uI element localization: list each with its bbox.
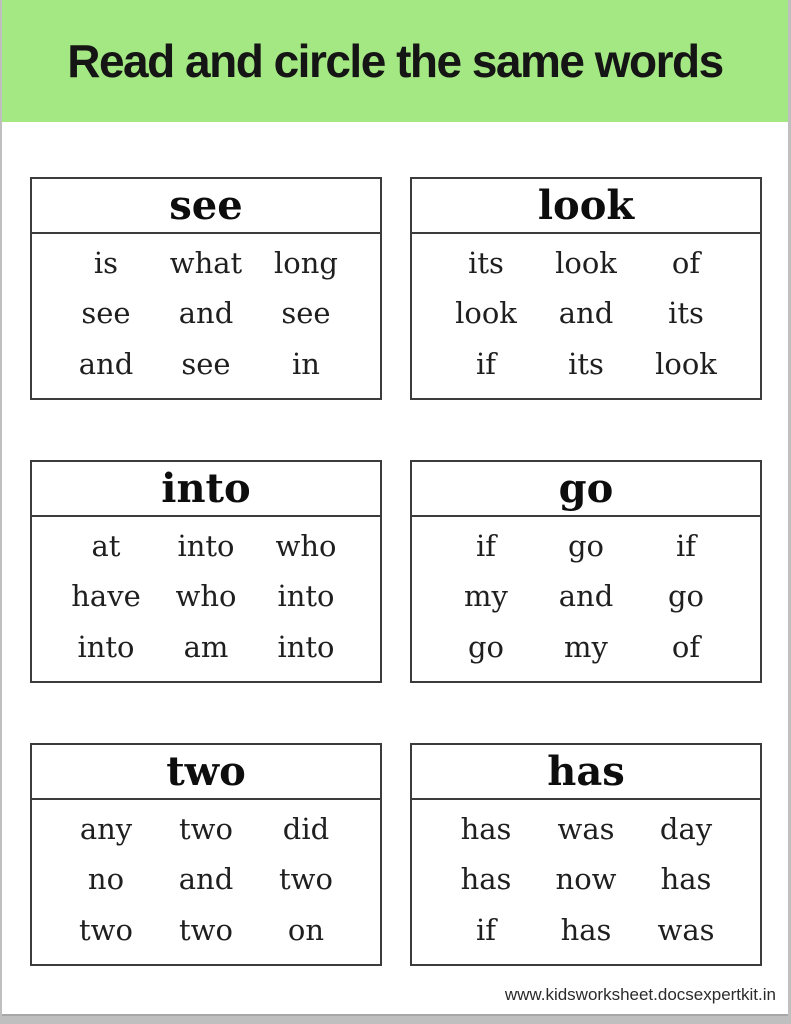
word-cell: have: [71, 579, 141, 614]
word-cell: any: [79, 811, 133, 846]
word-cell: was: [657, 913, 715, 948]
word-cell: if: [475, 347, 496, 382]
word-cell: see: [281, 296, 331, 331]
word-cell: my: [464, 579, 508, 614]
word-cell: if: [475, 913, 496, 948]
target-word-two: two: [32, 745, 380, 800]
word-box-into: [30, 460, 382, 683]
word-grid: [412, 517, 760, 681]
word-cell: no: [87, 862, 125, 897]
word-cell: has: [660, 862, 712, 897]
word-box-has: [410, 743, 762, 966]
target-word-go: go: [412, 462, 760, 517]
word-cell: who: [175, 579, 237, 614]
word-cell: go: [467, 630, 505, 665]
word-cell: did: [282, 811, 330, 846]
word-boxes-grid: [2, 122, 788, 966]
word-box-go: [410, 460, 762, 683]
word-cell: two: [179, 913, 233, 948]
word-cell: long: [274, 245, 338, 280]
word-cell: on: [287, 913, 325, 948]
word-cell: into: [77, 630, 135, 665]
word-grid: [32, 800, 380, 964]
word-cell: was: [557, 811, 615, 846]
word-cell: its: [568, 347, 604, 382]
word-cell: who: [275, 528, 337, 563]
word-box-two: [30, 743, 382, 966]
word-cell: see: [181, 347, 231, 382]
target-word-look: look: [412, 179, 760, 234]
word-cell: if: [475, 528, 496, 563]
word-cell: now: [555, 862, 617, 897]
target-word-see: see: [32, 179, 380, 234]
word-cell: see: [81, 296, 131, 331]
word-cell: at: [91, 528, 121, 563]
word-cell: look: [455, 296, 517, 331]
word-cell: is: [93, 245, 119, 280]
word-cell: has: [560, 913, 612, 948]
word-cell: two: [279, 862, 333, 897]
word-cell: and: [558, 579, 614, 614]
word-cell: in: [292, 347, 320, 382]
word-cell: if: [675, 528, 696, 563]
word-grid: [32, 517, 380, 681]
word-cell: day: [659, 811, 713, 846]
word-grid: [412, 234, 760, 398]
word-box-look: [410, 177, 762, 400]
word-cell: and: [558, 296, 614, 331]
word-grid: [412, 800, 760, 964]
target-word-has: has: [412, 745, 760, 800]
word-cell: two: [79, 913, 133, 948]
word-cell: its: [468, 245, 504, 280]
word-cell: two: [179, 811, 233, 846]
word-cell: look: [555, 245, 617, 280]
target-word-into: into: [32, 462, 380, 517]
website-url: www.kidsworksheet.docsexpertkit.in: [504, 985, 776, 1004]
word-box-see: [30, 177, 382, 400]
word-cell: what: [169, 245, 243, 280]
word-cell: and: [178, 862, 234, 897]
word-cell: into: [277, 630, 335, 665]
word-cell: has: [460, 862, 512, 897]
word-cell: and: [178, 296, 234, 331]
word-cell: my: [564, 630, 608, 665]
page-title: Read and circle the same words: [67, 35, 723, 87]
word-grid: [32, 234, 380, 398]
word-cell: go: [667, 579, 705, 614]
word-cell: and: [78, 347, 134, 382]
title-banner: [2, 0, 788, 122]
worksheet-page: [2, 0, 788, 1014]
word-cell: its: [668, 296, 704, 331]
word-cell: into: [277, 579, 335, 614]
word-cell: go: [567, 528, 605, 563]
word-cell: has: [460, 811, 512, 846]
word-cell: look: [655, 347, 717, 382]
word-cell: am: [183, 630, 229, 665]
word-cell: into: [177, 528, 235, 563]
word-cell: of: [671, 630, 701, 665]
word-cell: of: [671, 245, 701, 280]
